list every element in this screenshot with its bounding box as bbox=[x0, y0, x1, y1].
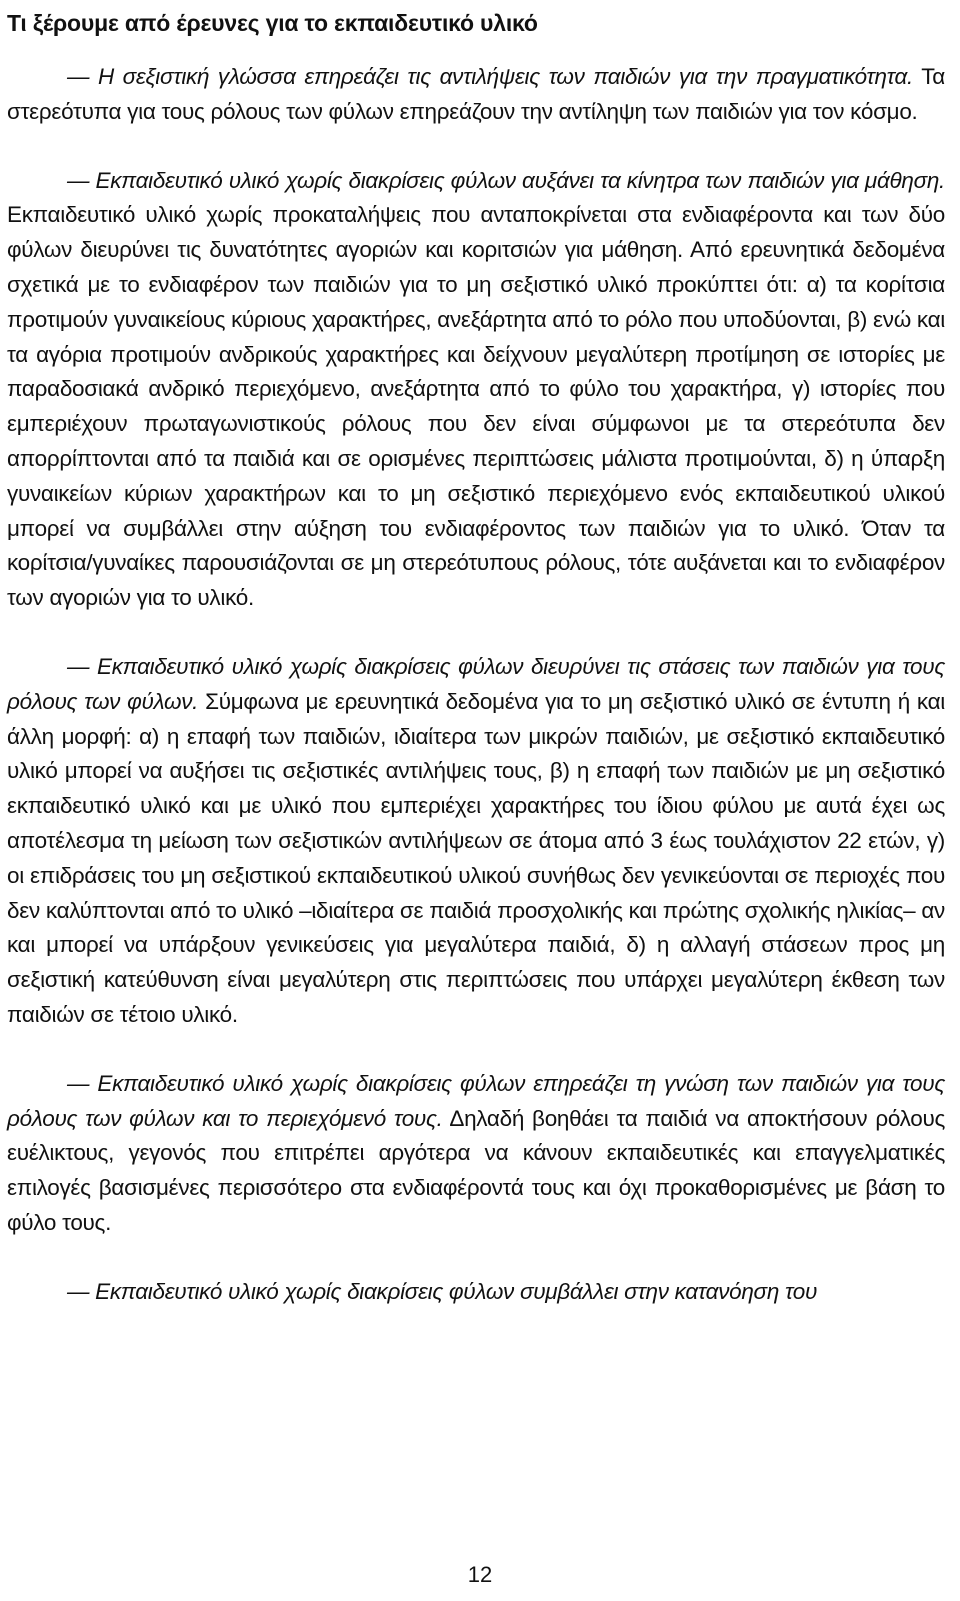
paragraph-lead: — Εκπαιδευτικό υλικό χωρίς διακρίσεις φύλων επηρεάζει τη γνώση των παιδιών για τους ρόλους των φύλων και το περιεχόμενό τους. bbox=[7, 1070, 945, 1131]
paragraph-lead: — Η σεξιστική γλώσσα επηρεάζει τις αντιλήψεις των παιδιών για την πραγματικότητα. bbox=[67, 64, 913, 89]
paragraph-body: Δηλαδή βοηθάει τα παιδιά να αποκτήσουν ρόλους ευέλικτους, γεγονός που επιτρέπει αργότερα να κάνουν εκπαιδευτικές και επαγγελματικές επιλογές βασισμένες περισσότερο στα ενδιαφέροντά τους και όχι προκαθορισμένες με βάση το φύλο τους. bbox=[7, 1105, 945, 1235]
paragraph-lead: — Εκπαιδευτικό υλικό χωρίς διακρίσεις φύλων αυξάνει τα κίνητρα των παιδιών για μάθηση. bbox=[67, 167, 945, 193]
paragraph-lead: — Εκπαιδευτικό υλικό χωρίς διακρίσεις φύλων συμβάλλει στην κατανόηση του bbox=[67, 1278, 818, 1304]
page-number: 12 bbox=[467, 1562, 493, 1587]
paragraph-body: Τα στερεότυπα για τους ρόλους των φύλων επηρεάζουν την αντίληψη των παιδιών για τον κόσμο. bbox=[7, 64, 945, 124]
paragraph-body: Εκπαιδευτικό υλικό χωρίς προκαταλήψεις που ανταποκρίνεται στα ενδιαφέροντα και των δύο φύλων διευρύνει τις δυνατότητες αγοριών και κοριτσιών για μάθηση. Από ερευνητικά δεδομένα σχετικά με το ενδιαφέρον των παιδιών για το μη σεξιστικό υλικό προκύπτει ότι: α) τα κορίτσια προτιμούν γυναικείους κύριους χαρακτήρες, ανεξάρτητα από το ρόλο που υποδύονται, β) ενώ και τα αγόρια προτιμούν ανδρικούς χαρακτήρες και δείχνουν μεγαλύτερη προτίμηση σε ιστορίες με παραδοσιακά ανδρικό περιεχόμενο, ανεξάρτητα από το φύλο του χαρακτήρα, γ) ιστορίες που εμπεριέχουν πρωταγωνιστικούς ρόλους που δεν είναι σύμφωνοι με τα στερεότυπα δεν απορρίπτονται από τα παιδιά και σε ορισμένες περιπτώσεις μάλιστα προτιμούνται, δ) η ύπαρξη γυναικείων κύριων χαρακτήρων και το μη σεξιστικό περιεχόμενο ενός εκπαιδευτικού υλικού μπορεί να συμβάλλει στην αύξηση του ενδιαφέροντος των παιδιών για το υλικό. Όταν τα κορίτσια/γυναίκες παρουσιάζονται σε μη στερεότυπους ρόλους, τότε αυξάνεται και το ενδιαφέρον των αγοριών για το υλικό. bbox=[7, 202, 945, 611]
paragraph-body: Σύμφωνα με ερευνητικά δεδομένα για το μη σεξιστικό υλικό σε έντυπη ή και άλλη μορφή: α) η επαφή των παιδιών, ιδιαίτερα των μικρών παιδιών, με σεξιστικό εκπαιδευτικό υλικό μπορεί να αυξήσει τις σεξιστικές αντιλήψεις τους, β) η επαφή των παιδιών με μη σεξιστικό εκπαιδευτικό υλικό και με υλικό που εμπεριέχει χαρακτήρες του ίδιου φύλου με αυτά έχει ως αποτέλεσμα τη μείωση των σεξιστικών αντιλήψεων σε άτομα από 3 έως τουλάχιστον 22 ετών, γ) οι επιδράσεις του μη σεξιστικού εκπαιδευτικού υλικού συνήθως δεν γενικεύονται σε περιοχές που δεν καλύπτονται από το υλικό –ιδιαίτερα σε παιδιά προσχολικής και πρώτης σχολικής ηλικίας– αν και μπορεί να υπάρξουν γενικεύσεις για μεγαλύτερα παιδιά, δ) η αλλαγή στάσεων προς μη σεξιστική κατεύθυνση είναι μεγαλύτερη στις περιπτώσεις που υπάρχει μεγαλύτερη έκθεση των παιδιών σε τέτοιο υλικό. bbox=[7, 688, 945, 1027]
document-page bbox=[7, 6, 945, 1310]
section-heading: Τι ξέρουμε από έρευνες για το εκπαιδευτικό υλικό bbox=[7, 10, 538, 36]
paragraph-knowledge bbox=[7, 1067, 945, 1241]
paragraph-attitudes bbox=[7, 650, 945, 1033]
paragraph-understanding bbox=[7, 1275, 945, 1310]
paragraph-lead: — Εκπαιδευτικό υλικό χωρίς διακρίσεις φύλων διευρύνει τις στάσεις των παιδιών για τους ρόλους των φύλων. bbox=[7, 653, 945, 714]
paragraph-sexist-language bbox=[7, 60, 945, 130]
paragraph-motivation bbox=[7, 164, 945, 616]
